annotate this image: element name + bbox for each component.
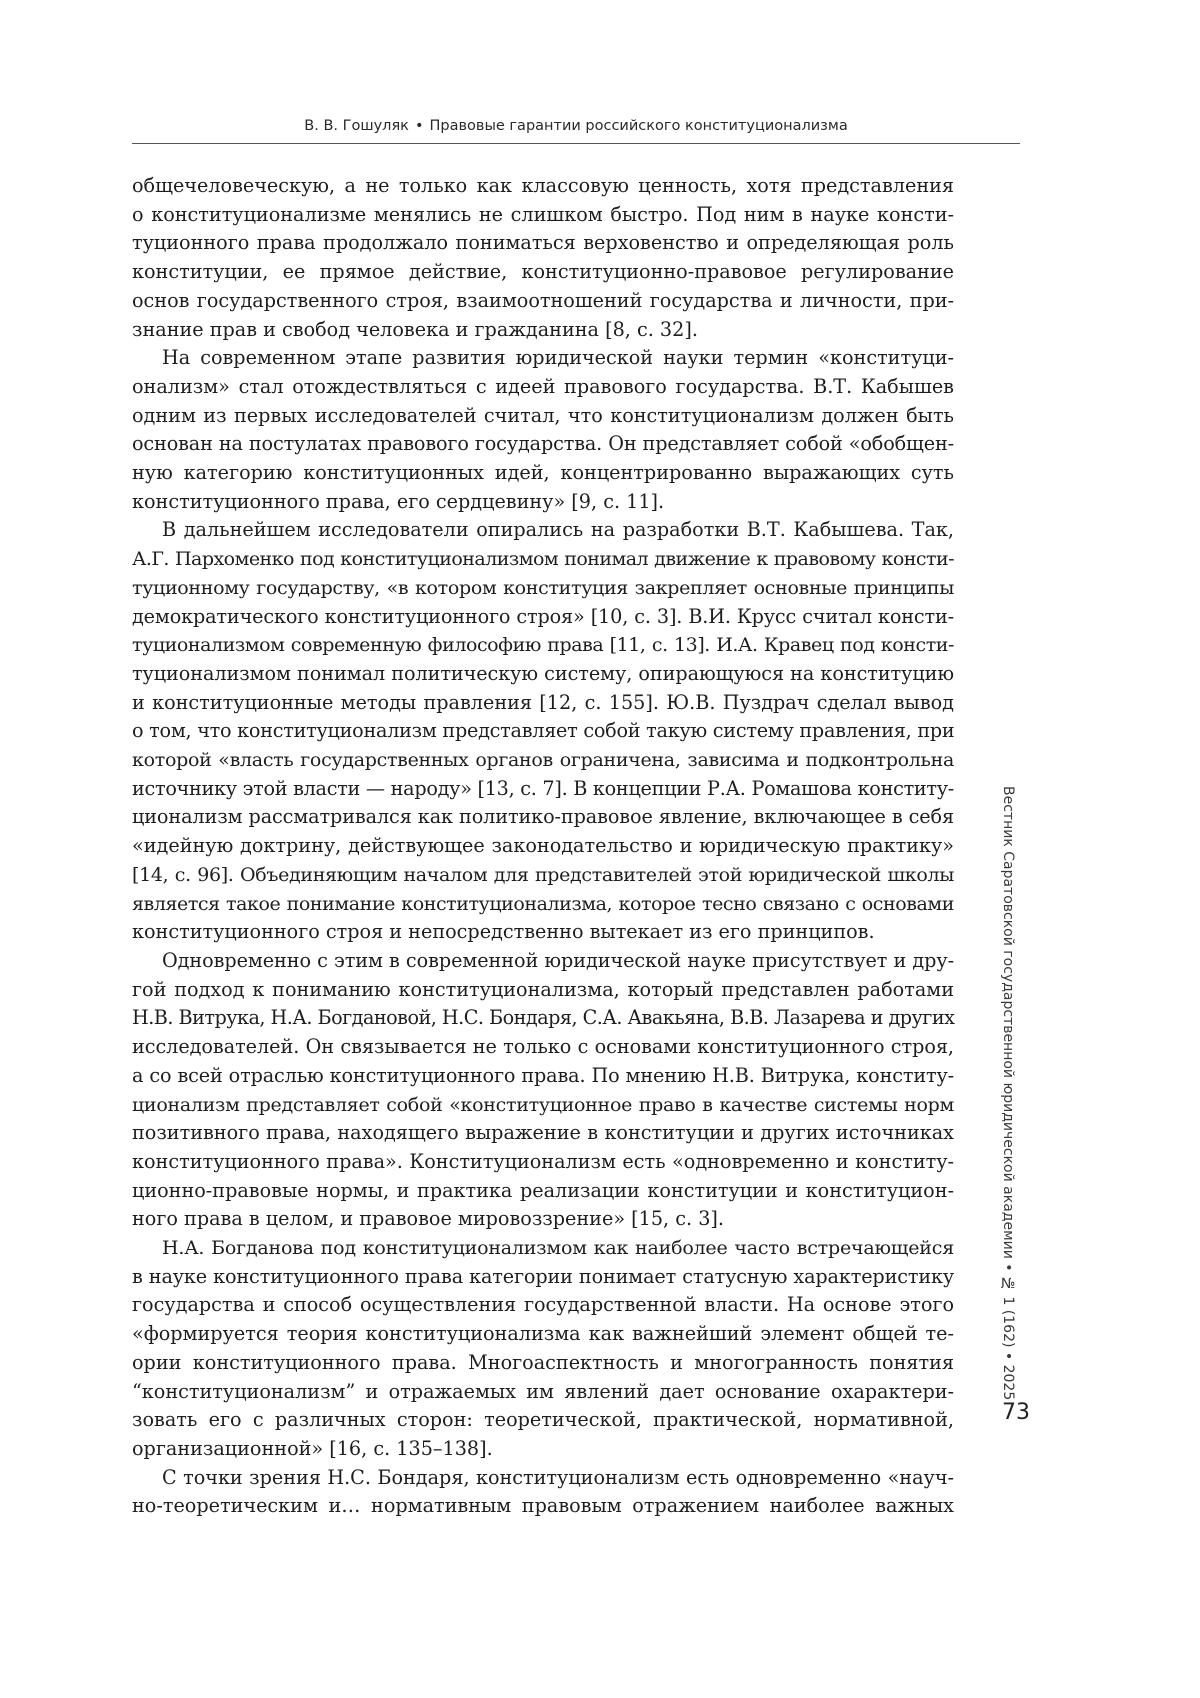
article-body — [132, 172, 954, 1521]
text-line: ционно-правовые нормы, и практика реализации конституции и конституцион- — [132, 1177, 954, 1206]
text-line: основан на постулатах правового государства. Он представляет собой «обобщен- — [132, 430, 954, 459]
running-header — [132, 118, 1020, 144]
text-line: но-теоретическим и… нормативным правовым отражением наиболее важных — [132, 1492, 954, 1521]
text-line: ного права в целом, и правовое мировоззрение» [15, с. 3]. — [132, 1205, 954, 1234]
text-line: зовать его с различных сторон: теоретической, практической, нормативной, — [132, 1406, 954, 1435]
text-line: Одновременно с этим в современной юридической науке присутствует и дру- — [132, 947, 954, 976]
text-line: Н.В. Витрука, Н.А. Богдановой, Н.С. Бондаря, С.А. Авакьяна, В.В. Лазарева и других — [132, 1004, 954, 1033]
text-line: которой «власть государственных органов ограничена, зависима и подконтрольна — [132, 746, 954, 775]
text-line: конституции, ее прямое действие, конституционно-правовое регулирование — [132, 258, 954, 287]
text-line: Н.А. Богданова под конституционализмом как наиболее часто встречающейся — [132, 1234, 954, 1263]
text-line: ционализм рассматривался как политико-правовое явление, включающее в себя — [132, 803, 954, 832]
text-line: ную категорию конституционных идей, концентрированно выражающих суть — [132, 459, 954, 488]
journal-side-caption: Вестник Саратовской государственной юридической академии • № 1 (162) • 2025 — [1000, 786, 1016, 1400]
text-line: туционализмом современную философию права [11, с. 13]. И.А. Кравец под консти- — [132, 631, 954, 660]
text-line: организационной» [16, с. 135–138]. — [132, 1435, 954, 1464]
text-line: С точки зрения Н.С. Бондаря, конституционализм есть одновременно «науч- — [132, 1464, 954, 1493]
text-line: о конституционализме менялись не слишком быстро. Под ним в науке консти- — [132, 201, 954, 230]
text-line: и конституционные методы правления [12, с. 155]. Ю.В. Пуздрач сделал вывод — [132, 689, 954, 718]
text-line: о том, что конституционализм представляет собой такую систему правления, при — [132, 717, 954, 746]
text-line: государства и способ осуществления государственной власти. На основе этого — [132, 1291, 954, 1320]
header-title: Правовые гарантии российского конституционализма — [430, 118, 848, 134]
text-line: конституционного права». Конституционализм есть «одновременно и конститу- — [132, 1148, 954, 1177]
text-line: в науке конституционного права категории понимает статусную характеристику — [132, 1263, 954, 1292]
text-line: ории конституционного права. Многоаспектность и многогранность понятия — [132, 1349, 954, 1378]
text-line: является такое понимание конституционализма, которое тесно связано с основами — [132, 890, 954, 919]
header-separator: • — [415, 118, 424, 134]
text-line: источнику этой власти — народу» [13, с. 7]. В концепции Р.А. Ромашова конститу- — [132, 775, 954, 804]
text-line: демократического конституционного строя» [10, с. 3]. В.И. Крусс считал консти- — [132, 603, 954, 632]
text-line: А.Г. Пархоменко под конституционализмом понимал движение к правовому консти- — [132, 545, 954, 574]
text-line: конституционного права, его сердцевину» [9, с. 11]. — [132, 488, 954, 517]
text-line: туционализмом понимал политическую систему, опирающуюся на конституцию — [132, 660, 954, 689]
text-line: знание прав и свобод человека и гражданина [8, с. 32]. — [132, 316, 954, 345]
text-line: туционному государству, «в котором конституция закрепляет основные принципы — [132, 574, 954, 603]
text-line: туционного права продолжало пониматься верховенство и определяющая роль — [132, 229, 954, 258]
text-line: а со всей отраслью конституционного права. По мнению Н.В. Витрука, конститу- — [132, 1062, 954, 1091]
text-line: “конституционализм” и отражаемых им явлений дает основание охарактери- — [132, 1378, 954, 1407]
text-line: исследователей. Он связывается не только с основами конституционного строя, — [132, 1033, 954, 1062]
text-line: позитивного права, находящего выражение в конституции и других источниках — [132, 1119, 954, 1148]
text-line: основ государственного строя, взаимоотношений государства и личности, при- — [132, 287, 954, 316]
text-line: В дальнейшем исследователи опирались на разработки В.Т. Кабышева. Так, — [132, 516, 954, 545]
text-line: «формируется теория конституционализма как важнейший элемент общей те- — [132, 1320, 954, 1349]
text-line: онализм» стал отождествляться с идеей правового государства. В.Т. Кабышев — [132, 373, 954, 402]
header-author: В. В. Гошуляк — [304, 118, 409, 134]
text-line: «идейную доктрину, действующее законодательство и юридическую практику» — [132, 832, 954, 861]
text-line: ционализм представляет собой «конституционное право в качестве системы норм — [132, 1091, 954, 1120]
text-line: конституционного строя и непосредственно вытекает из его принципов. — [132, 918, 954, 947]
text-line: гой подход к пониманию конституционализма, который представлен работами — [132, 976, 954, 1005]
text-line: На современном этапе развития юридической науки термин «конституци- — [132, 344, 954, 373]
text-line: одним из первых исследователей считал, что конституционализм должен быть — [132, 402, 954, 431]
text-line: общечеловеческую, а не только как классовую ценность, хотя представления — [132, 172, 954, 201]
page-number: 73 — [990, 1400, 1030, 1425]
text-line: [14, с. 96]. Объединяющим началом для представителей этой юридической школы — [132, 861, 954, 890]
